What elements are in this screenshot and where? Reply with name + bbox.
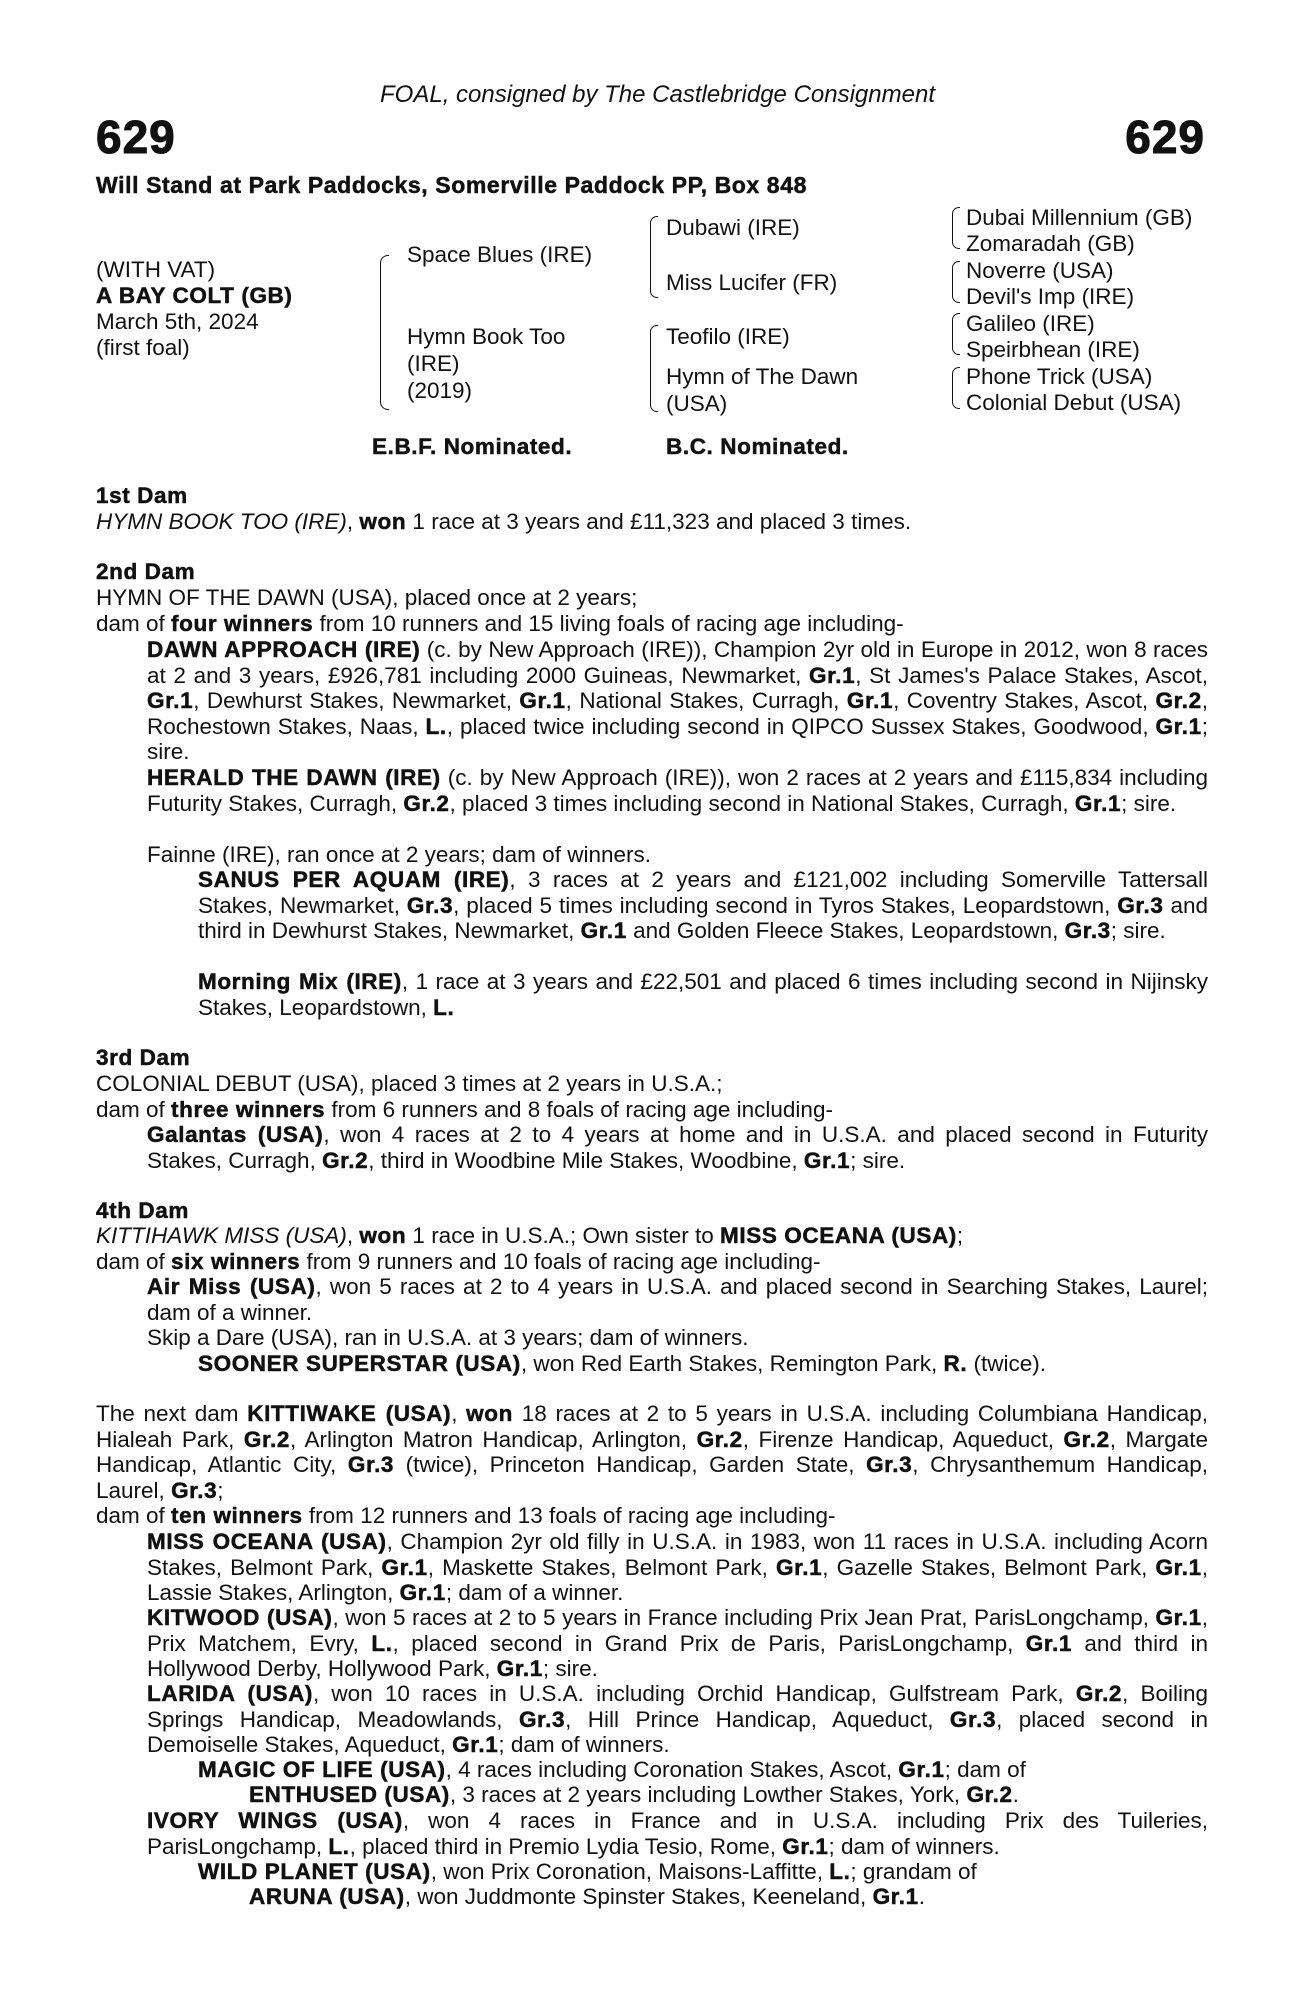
grade: Gr.1 <box>580 918 627 943</box>
grade: Gr.2 <box>243 1426 291 1452</box>
text: , won 5 races at 2 to 5 years in France including Prix Jean Prat, ParisLongchamp, <box>332 1605 1156 1630</box>
ds-sire: Galileo (IRE) <box>966 311 1095 336</box>
dam-foaling-year: (2019) <box>407 378 473 403</box>
foaling-date: March 5th, 2024 <box>96 309 259 334</box>
brace-g3-4 <box>952 367 960 409</box>
grade: Gr.1 <box>496 1656 543 1681</box>
progeny-dawn-approach <box>147 637 1208 765</box>
consignor-line: FOAL, consigned by The Castlebridge Consignment <box>380 81 935 108</box>
grade: Gr.3 <box>406 892 454 918</box>
text: , placed twice including second in QIPCO Sussex Stakes, Goodwood, <box>446 713 1156 739</box>
progeny-kitwood <box>147 1605 1208 1682</box>
dam-name-line1: Hymn Book Too <box>407 324 566 349</box>
text: , Margate Handicap, Atlantic City, <box>96 1426 1208 1477</box>
text: , 4 races including Coronation Stakes, Ascot, <box>445 1757 899 1782</box>
text: , won 4 races in France and in U.S.A. including Prix des Tuileries, ParisLongchamp, <box>147 1808 1208 1859</box>
grade: Gr.3 <box>171 1477 218 1503</box>
sire-name: Space Blues (IRE) <box>407 242 593 267</box>
text: , Lassie Stakes, Arlington, <box>147 1554 1208 1605</box>
ss-dam: Zomaradah (GB) <box>966 231 1135 256</box>
grade: Gr.3 <box>1064 918 1111 943</box>
text: , 3 races at 2 years including Lowther Stakes, York, <box>449 1782 967 1807</box>
ss-sire: Dubai Millennium (GB) <box>966 205 1193 230</box>
text: ; dam of winners. <box>828 1833 1000 1859</box>
winners-count: three winners <box>171 1097 326 1122</box>
grade: Gr.1 <box>846 688 894 713</box>
horse-name: HERALD THE DAWN (IRE) <box>147 765 441 790</box>
winners-count: ten winners <box>171 1503 303 1528</box>
text: , placed 3 times including second in National Stakes, Curragh, <box>449 790 1075 816</box>
horse-name: IVORY WINGS (USA) <box>147 1808 403 1833</box>
text: (twice), Princeton Handicap, Garden State, <box>394 1452 867 1477</box>
brace-gen1 <box>380 255 389 410</box>
text: 1 race in U.S.A.; Own sister to <box>406 1223 721 1248</box>
third-dam-line: COLONIAL DEBUT (USA), placed 3 times at 2 years in U.S.A.; <box>96 1071 723 1096</box>
text: from 6 runners and 8 foals of racing age including- <box>325 1097 833 1122</box>
text: , placed second in Grand Prix de Paris, ParisLongchamp, <box>392 1630 1026 1656</box>
progeny-wild-planet <box>198 1859 1208 1885</box>
horse-name: SOONER SUPERSTAR (USA) <box>198 1351 521 1376</box>
text: (twice). <box>967 1351 1046 1376</box>
lot-number-right: 629 <box>1125 111 1205 163</box>
grade: Gr.1 <box>1074 790 1122 816</box>
text: and third in Hollywood Derby, Hollywood Park, <box>147 1630 1208 1681</box>
text: dam of <box>96 1097 172 1122</box>
text: ; <box>217 1477 224 1503</box>
winners-count: six winners <box>171 1249 301 1274</box>
text: , Coventry Stakes, Ascot, <box>893 688 1156 713</box>
vat-note: (WITH VAT) <box>96 257 216 282</box>
grade: Gr.3 <box>1117 892 1164 918</box>
horse-name: Morning Mix (IRE) <box>198 969 402 994</box>
dam-name-line2: (IRE) <box>407 351 460 376</box>
text: dam of <box>96 1249 172 1274</box>
first-dam-name: HYMN BOOK TOO (IRE) <box>96 509 347 534</box>
text: . <box>918 1884 926 1909</box>
grade: Gr.2 <box>1075 1681 1123 1706</box>
lot-number-left: 629 <box>96 111 176 163</box>
text: and third in Dewhurst Stakes, Newmarket, <box>198 892 1208 943</box>
progeny-sanus-per-aquam <box>198 867 1208 944</box>
text: and Golden Fleece Stakes, Leopardstown, <box>626 918 1065 943</box>
text: , won 10 races in U.S.A. including Orchid Handicap, Gulfstream Park, <box>313 1681 1076 1706</box>
text: 1 race at 3 years and £11,323 and placed 3 times. <box>406 509 912 534</box>
won-label: won <box>359 509 407 534</box>
horse-name: LARIDA (USA) <box>147 1681 314 1706</box>
text: dam of <box>96 611 172 636</box>
next-dam-record <box>96 1401 1208 1503</box>
text: , placed second in Demoiselle Stakes, Aqueduct, <box>147 1706 1208 1757</box>
text: , won Prix Coronation, Maisons-Laffitte, <box>430 1859 830 1884</box>
text: from 9 runners and 10 foals of racing age including- <box>300 1249 821 1274</box>
grade: Gr.2 <box>403 790 450 816</box>
grade: L. <box>425 713 447 739</box>
text: , placed 5 times including second in Tyros Stakes, Leopardstown, <box>453 892 1118 918</box>
dd-dam: Colonial Debut (USA) <box>966 390 1182 415</box>
text: from 12 runners and 13 foals of racing age including- <box>302 1503 836 1528</box>
horse-name: WILD PLANET (USA) <box>198 1859 431 1884</box>
grade: Gr.1 <box>519 688 566 713</box>
horse-name: Galantas (USA) <box>147 1122 324 1147</box>
progeny-ivory-wings <box>147 1808 1208 1859</box>
horse-name: SANUS PER AQUAM (IRE) <box>198 867 510 892</box>
grade: Gr.1 <box>776 1554 823 1580</box>
grade: Gr.3 <box>518 1706 566 1732</box>
grade: R. <box>943 1351 968 1376</box>
text: , Firenze Handicap, Aqueduct, <box>742 1426 1064 1452</box>
grade: Gr.2 <box>1063 1426 1110 1452</box>
text: , Dewhurst Stakes, Newmarket, <box>193 688 520 713</box>
sire-sire: Dubawi (IRE) <box>666 215 800 240</box>
grade: Gr.1 <box>803 1147 851 1173</box>
text: ; grandam of <box>850 1859 977 1884</box>
dd-sire: Phone Trick (USA) <box>966 364 1153 389</box>
text: , <box>346 1223 360 1248</box>
winners-count: four winners <box>171 611 314 636</box>
sd-dam: Devil's Imp (IRE) <box>966 284 1135 309</box>
text: ; sire. <box>147 713 1208 764</box>
grade: Gr.1 <box>1155 1554 1202 1580</box>
text: , 1 race at 3 years and £22,501 and placed 6 times including second in Nijinsky Stakes, Leopardstown, <box>198 969 1208 1020</box>
grade: L. <box>433 994 455 1020</box>
foal-note: (first foal) <box>96 335 190 360</box>
grade: Gr.2 <box>696 1426 743 1452</box>
text: , <box>346 509 360 534</box>
text: , Maskette Stakes, Belmont Park, <box>427 1554 777 1580</box>
brace-dam-parents <box>650 325 658 412</box>
grade: Gr.1 <box>452 1732 499 1757</box>
grade: Gr.1 <box>381 1554 428 1580</box>
third-dam-produce <box>96 1097 833 1123</box>
horse-name: Air Miss (USA) <box>147 1274 316 1299</box>
progeny-magic-of-life <box>198 1757 1208 1783</box>
grade: Gr.3 <box>347 1452 395 1477</box>
progeny-aruna <box>249 1884 925 1910</box>
text: , Chrysanthemum Handicap, Laurel, <box>96 1452 1208 1503</box>
horse-name: ARUNA (USA) <box>249 1884 405 1909</box>
text: , won Juddmonte Spinster Stakes, Keeneland, <box>404 1884 873 1909</box>
text: ; sire. <box>850 1147 906 1173</box>
grade: L. <box>829 1859 851 1884</box>
text: , placed third in Premio Lydia Tesio, Rome, <box>349 1833 783 1859</box>
grade: L. <box>371 1630 393 1656</box>
progeny-air-miss <box>147 1274 1208 1325</box>
progeny-enthused <box>249 1782 1019 1808</box>
text: , Prix Matchem, Evry, <box>147 1605 1208 1656</box>
grade: Gr.2 <box>966 1782 1013 1807</box>
text: , Boiling Springs Handicap, Meadowlands, <box>147 1681 1209 1732</box>
grade: Gr.1 <box>898 1757 945 1782</box>
grade: Gr.1 <box>1025 1630 1072 1656</box>
text: (c. by New Approach (IRE)), won 2 races at 2 years and £115,834 including Futurity Stakes, Curragh, <box>147 765 1208 816</box>
grade: Gr.3 <box>866 1452 913 1477</box>
brace-g3-2 <box>952 261 960 303</box>
text: ; sire. <box>1121 790 1177 816</box>
won-label: won <box>466 1401 513 1426</box>
grade: Gr.1 <box>782 1833 829 1859</box>
progeny-sooner-superstar <box>198 1351 1046 1377</box>
horse-name: KITTIWAKE (USA) <box>247 1401 452 1426</box>
second-dam-line: HYMN OF THE DAWN (USA), placed once at 2 years; <box>96 585 638 610</box>
grade: Gr.1 <box>1155 1605 1202 1630</box>
text: from 10 runners and 15 living foals of racing age including- <box>313 611 904 636</box>
text: ; dam of a winner. <box>445 1580 624 1605</box>
first-dam-record <box>96 509 911 535</box>
grade: Gr.1 <box>872 1884 919 1909</box>
third-dam-heading: 3rd Dam <box>96 1045 191 1070</box>
text: ; sire. <box>1110 918 1166 943</box>
dam-dam-line1: Hymn of The Dawn <box>666 364 859 389</box>
dam-dam-line2: (USA) <box>666 391 728 416</box>
horse-name: A BAY COLT (GB) <box>96 283 293 308</box>
text: , Rochestown Stakes, Naas, <box>147 688 1208 739</box>
horse-name: MAGIC OF LIFE (USA) <box>198 1757 446 1782</box>
progeny-fainne: Fainne (IRE), ran once at 2 years; dam of winners. <box>147 842 651 867</box>
text: , won Red Earth Stakes, Remington Park, <box>520 1351 944 1376</box>
brace-sire-parents <box>650 216 658 298</box>
progeny-galantas <box>147 1122 1208 1173</box>
fourth-dam-heading: 4th Dam <box>96 1198 189 1223</box>
grade: L. <box>328 1833 350 1859</box>
ebf-nomination: E.B.F. Nominated. <box>372 434 573 459</box>
text: , Gazelle Stakes, Belmont Park, <box>822 1554 1156 1580</box>
progeny-morning-mix <box>198 969 1208 1020</box>
fourth-dam-produce <box>96 1249 821 1275</box>
progeny-miss-oceana <box>147 1529 1208 1606</box>
stand-location: Will Stand at Park Paddocks, Somerville Paddock PP, Box 848 <box>96 172 807 198</box>
first-dam-heading: 1st Dam <box>96 483 188 508</box>
progeny-larida <box>147 1681 1208 1758</box>
text: , National Stakes, Curragh, <box>565 688 847 713</box>
text: dam of <box>96 1503 172 1528</box>
ds-dam: Speirbhean (IRE) <box>966 337 1140 362</box>
text: , Hill Prince Handicap, Aqueduct, <box>565 1706 950 1732</box>
sd-sire: Noverre (USA) <box>966 258 1114 283</box>
fourth-dam-line <box>96 1223 963 1249</box>
bc-nomination: B.C. Nominated. <box>666 434 849 459</box>
grade: Gr.1 <box>147 688 194 713</box>
horse-name: MISS OCEANA (USA) <box>147 1529 387 1554</box>
fourth-dam-name: KITTIHAWK MISS (USA) <box>96 1223 347 1248</box>
text: , Arlington Matron Handicap, Arlington, <box>290 1426 697 1452</box>
second-dam-heading: 2nd Dam <box>96 559 196 584</box>
horse-name: KITWOOD (USA) <box>147 1605 333 1630</box>
text: , Champion 2yr old filly in U.S.A. in 1983, won 11 races in U.S.A. including Acorn Stakes, Belmont Park, <box>147 1529 1209 1580</box>
text: ; sire. <box>542 1656 598 1681</box>
horse-name: MISS OCEANA (USA) <box>720 1223 957 1248</box>
progeny-herald-the-dawn <box>147 765 1208 816</box>
horse-name: ENTHUSED (USA) <box>249 1782 450 1807</box>
text: ; dam of winners. <box>498 1732 670 1757</box>
progeny-skip-a-dare: Skip a Dare (USA), ran in U.S.A. at 3 years; dam of winners. <box>147 1325 749 1350</box>
dam-sire: Teofilo (IRE) <box>666 324 790 349</box>
text: ; <box>956 1223 964 1248</box>
horse-name: DAWN APPROACH (IRE) <box>147 637 421 662</box>
second-dam-produce <box>96 611 904 637</box>
sire-dam: Miss Lucifer (FR) <box>666 270 838 295</box>
text: , <box>451 1401 467 1426</box>
text: . <box>1012 1782 1019 1807</box>
grade: Gr.1 <box>1155 713 1202 739</box>
text: , 3 races at 2 years and £121,002 including Somerville Tattersall Stakes, Newmarket, <box>198 867 1209 918</box>
grade: Gr.2 <box>322 1147 369 1173</box>
text: , St James's Palace Stakes, Ascot, <box>855 662 1208 688</box>
text: ; dam of <box>944 1757 1026 1782</box>
next-dam-produce <box>96 1503 836 1529</box>
text: 18 races at 2 to 5 years in U.S.A. including Columbiana Handicap, Hialeah Park, <box>96 1401 1208 1452</box>
grade: Gr.2 <box>1155 688 1202 713</box>
text: , won 4 races at 2 to 4 years at home and in U.S.A. and placed second in Futurity Stakes, Curragh, <box>147 1122 1208 1173</box>
grade: Gr.1 <box>399 1580 446 1605</box>
text: , third in Woodbine Mile Stakes, Woodbine, <box>368 1147 804 1173</box>
won-label: won <box>359 1223 407 1248</box>
brace-g3-3 <box>952 313 960 355</box>
text: , won 5 races at 2 to 4 years in U.S.A. and placed second in Searching Stakes, Laurel; dam of a winner. <box>147 1274 1209 1325</box>
grade: Gr.1 <box>809 662 856 688</box>
text: (c. by New Approach (IRE)), Champion 2yr old in Europe in 2012, won 8 races at 2 and 3 years, £926,781 including 2000 Guineas, Newmarket, <box>147 637 1209 688</box>
brace-g3-1 <box>952 207 960 249</box>
text: The next dam <box>96 1401 248 1426</box>
grade: Gr.3 <box>949 1706 997 1732</box>
